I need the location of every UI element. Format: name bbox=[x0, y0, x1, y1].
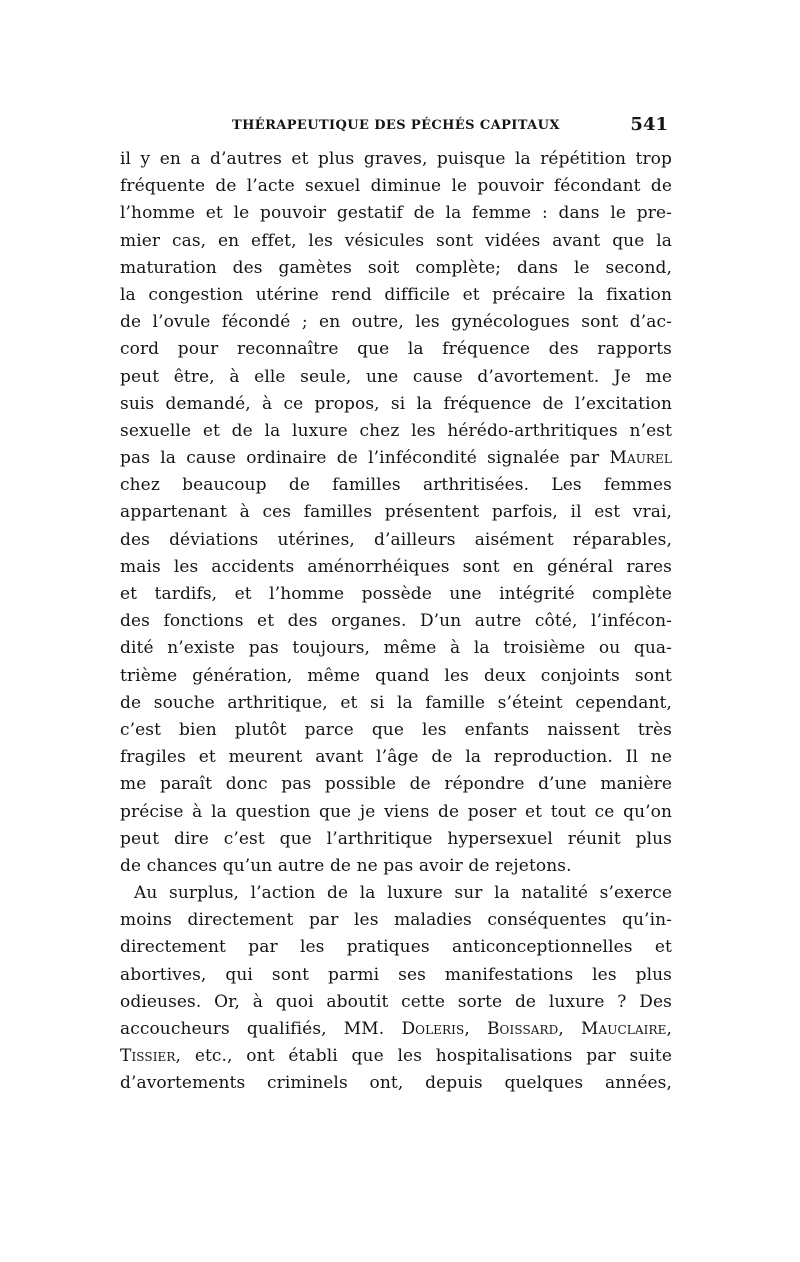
text-line: fragiles et meurent avant l’âge de la reproduction. Il ne bbox=[120, 747, 672, 768]
paragraph-start-line: Au surplus, l’action de la luxure sur la natalité s’exerce bbox=[134, 883, 672, 904]
text-line: me paraît donc pas possible de répondre d’une manière bbox=[120, 774, 672, 795]
text-line: de souche arthritique, et si la famille s’éteint cependant, bbox=[120, 692, 672, 713]
text-line: directement par les pratiques anticonceptionnelles et bbox=[120, 937, 672, 958]
text-line: chez beaucoup de familles arthritisées. Les femmes bbox=[120, 475, 672, 496]
text-line: des déviations utérines, d’ailleurs aisément réparables, bbox=[120, 529, 672, 550]
text-line: et tardifs, et l’homme possède une intégrité complète bbox=[120, 584, 672, 604]
author-name: Mauclaire bbox=[581, 1019, 667, 1039]
text-line: de l’ovule fécondé ; en outre, les gynécologues sont d’ac- bbox=[120, 312, 672, 333]
text-line: dité n’existe pas toujours, même à la troisième ou qua- bbox=[120, 638, 672, 659]
text-line: maturation des gamètes soit complète; dans le second, bbox=[120, 257, 672, 278]
author-name: Boissard bbox=[486, 1019, 559, 1039]
text-line: abortives, qui sont parmi ses manifestations les plus bbox=[120, 964, 672, 985]
body-text bbox=[120, 146, 672, 1098]
text-line: accoucheurs qualifiés, MM. Doleris, Boissard, Mauclaire, bbox=[120, 1019, 672, 1039]
text-line: précise à la question que je viens de poser et tout ce qu’on bbox=[120, 801, 672, 822]
text-line: cord pour reconnaître que la fréquence des rapports bbox=[120, 339, 672, 360]
text-line: peut dire c’est que l’arthritique hypersexuel réunit plus bbox=[120, 828, 672, 849]
text-line: pas la cause ordinaire de l’infécondité signalée par Maurel bbox=[120, 448, 672, 469]
running-head bbox=[230, 114, 668, 138]
text-line: mais les accidents aménorrhéiques sont en général rares bbox=[120, 556, 672, 577]
text-line: l’homme et le pouvoir gestatif de la femme : dans le pre- bbox=[120, 203, 672, 224]
text-line: Tissier, etc., ont établi que les hospitalisations par suite bbox=[120, 1046, 672, 1067]
author-name: Tissier bbox=[120, 1046, 176, 1067]
running-title: THÉRAPEUTIQUE DES PÉCHÉS CAPITAUX bbox=[232, 118, 560, 133]
text-line: odieuses. Or, à quoi aboutit cette sorte de luxure ? Des bbox=[120, 991, 672, 1012]
author-name: Maurel bbox=[609, 448, 672, 469]
text-line: d’avortements criminels ont, depuis quelques années, bbox=[120, 1073, 672, 1094]
text-line: trième génération, même quand les deux conjoints sont bbox=[120, 665, 672, 686]
text-line: mier cas, en effet, les vésicules sont vidées avant que la bbox=[120, 230, 672, 251]
text-line: des fonctions et des organes. D’un autre côté, l’infécon- bbox=[120, 611, 672, 632]
text-line: c’est bien plutôt parce que les enfants naissent très bbox=[120, 719, 672, 740]
page-number: 541 bbox=[630, 114, 668, 135]
text-line: moins directement par les maladies conséquentes qu’in- bbox=[120, 910, 672, 931]
text-line: il y en a d’autres et plus graves, puisque la répétition trop bbox=[120, 149, 672, 169]
text-line: suis demandé, à ce propos, si la fréquence de l’excitation bbox=[120, 393, 672, 414]
paragraph-end-line: de chances qu’un autre de ne pas avoir de rejetons. bbox=[120, 855, 572, 876]
author-name: Doleris bbox=[401, 1019, 465, 1039]
text-line: fréquente de l’acte sexuel diminue le pouvoir fécondant de bbox=[120, 176, 672, 197]
text-line: la congestion utérine rend difficile et précaire la fixation bbox=[120, 284, 672, 305]
text-line: sexuelle et de la luxure chez les hérédo-arthritiques n’est bbox=[120, 420, 672, 441]
text-line: peut être, à elle seule, une cause d’avortement. Je me bbox=[120, 366, 672, 387]
text-line: appartenant à ces familles présentent parfois, il est vrai, bbox=[120, 502, 672, 523]
